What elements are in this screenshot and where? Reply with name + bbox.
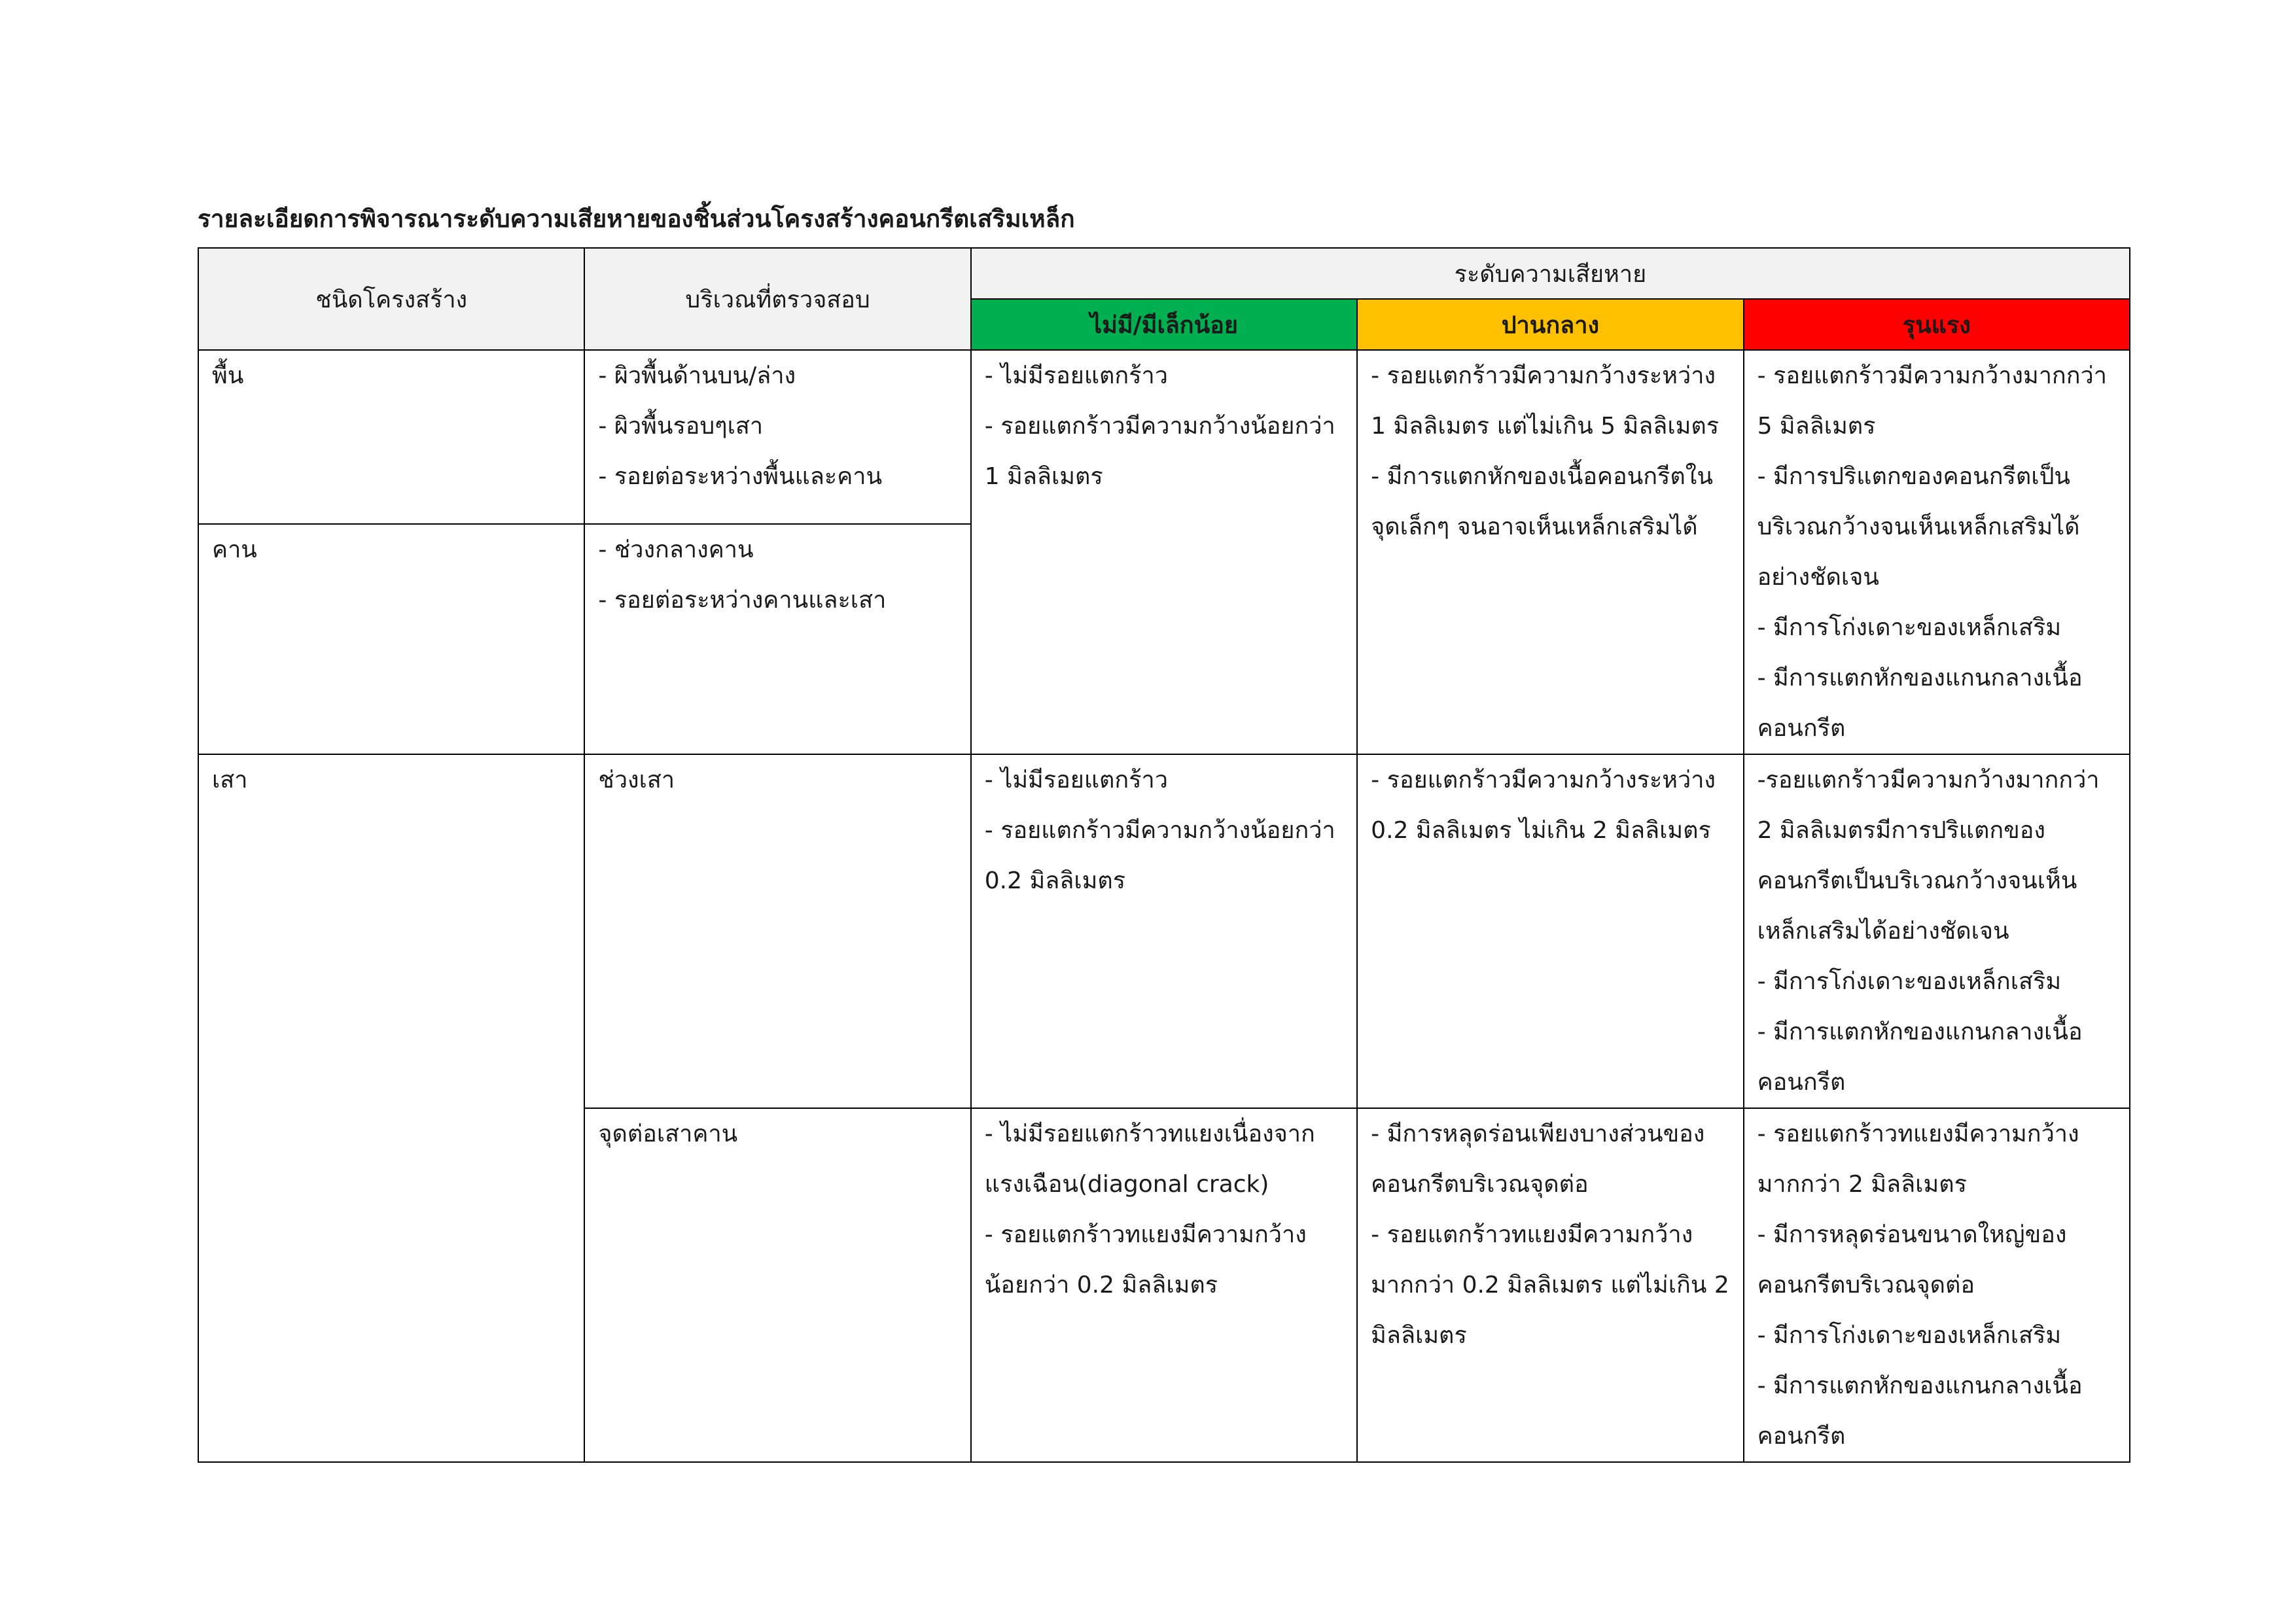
- level-none-cell: - ไม่มีรอยแตกร้าว - รอยแตกร้าวมีความกว้างน้อยกว่า 1 มิลลิเมตร: [971, 350, 1357, 754]
- header-level-none: ไม่มี/มีเล็กน้อย: [971, 299, 1357, 350]
- header-inspection-area: บริเวณที่ตรวจสอบ: [584, 248, 970, 350]
- damage-assessment-table: [198, 247, 2130, 1463]
- inspection-area-cell: - ผิวพื้นด้านบน/ล่าง - ผิวพื้นรอบๆเสา - รอยต่อระหว่างพื้นและคาน: [584, 350, 970, 524]
- document-title: รายละเอียดการพิจารณาระดับความเสียหายของชิ้นส่วนโครงสร้างคอนกรีตเสริมเหล็ก: [198, 205, 1075, 233]
- structure-type-cell: เสา: [198, 754, 584, 1462]
- header-structure-type: ชนิดโครงสร้าง: [198, 248, 584, 350]
- header-level-severe: รุนแรง: [1744, 299, 2130, 350]
- level-none-cell: - ไม่มีรอยแตกร้าวทแยงเนื่องจากแรงเฉือน(diagonal crack) - รอยแตกร้าวทแยงมีความกว้างน้อยกว่า 0.2 มิลลิเมตร: [971, 1108, 1357, 1462]
- level-severe-cell: - รอยแตกร้าวทแยงมีความกว้างมากกว่า 2 มิลลิเมตร - มีการหลุดร่อนขนาดใหญ่ของคอนกรีตบริเวณจุดต่อ - มีการโก่งเดาะของเหล็กเสริม - มีการแตกหักของแกนกลางเนื้อคอนกรีต: [1744, 1108, 2130, 1462]
- inspection-area-cell: - ช่วงกลางคาน - รอยต่อระหว่างคานและเสา: [584, 524, 970, 754]
- inspection-area-cell: ช่วงเสา: [584, 754, 970, 1108]
- header-damage-level: ระดับความเสียหาย: [971, 248, 2130, 299]
- level-severe-cell: - รอยแตกร้าวมีความกว้างมากกว่า 5 มิลลิเมตร - มีการปริแตกของคอนกรีตเป็นบริเวณกว้างจนเห็นเหล็กเสริมได้อย่างชัดเจน - มีการโก่งเดาะของเหล็กเสริม - มีการแตกหักของแกนกลางเนื้อคอนกรีต: [1744, 350, 2130, 754]
- level-moderate-cell: - รอยแตกร้าวมีความกว้างระหว่าง 0.2 มิลลิเมตร ไม่เกิน 2 มิลลิเมตร: [1357, 754, 1743, 1108]
- structure-type-cell: คาน: [198, 524, 584, 754]
- level-moderate-cell: - รอยแตกร้าวมีความกว้างระหว่าง 1 มิลลิเมตร แต่ไม่เกิน 5 มิลลิเมตร - มีการแตกหักของเนื้อคอนกรีตในจุดเล็กๆ จนอาจเห็นเหล็กเสริมได้: [1357, 350, 1743, 754]
- header-level-moderate: ปานกลาง: [1357, 299, 1743, 350]
- level-none-cell: - ไม่มีรอยแตกร้าว - รอยแตกร้าวมีความกว้างน้อยกว่า 0.2 มิลลิเมตร: [971, 754, 1357, 1108]
- structure-type-cell: พื้น: [198, 350, 584, 524]
- table-row: [198, 754, 2130, 1108]
- level-severe-cell: -รอยแตกร้าวมีความกว้างมากกว่า 2 มิลลิเมตรมีการปริแตกของคอนกรีตเป็นบริเวณกว้างจนเห็นเหล็กเสริมได้อย่างชัดเจน - มีการโก่งเดาะของเหล็กเสริม - มีการแตกหักของแกนกลางเนื้อคอนกรีต: [1744, 754, 2130, 1108]
- level-moderate-cell: - มีการหลุดร่อนเพียงบางส่วนของคอนกรีตบริเวณจุดต่อ - รอยแตกร้าวทแยงมีความกว้างมากกว่า 0.2 มิลลิเมตร แต่ไม่เกิน 2 มิลลิเมตร: [1357, 1108, 1743, 1462]
- inspection-area-cell: จุดต่อเสาคาน: [584, 1108, 970, 1462]
- table-row: [198, 350, 2130, 524]
